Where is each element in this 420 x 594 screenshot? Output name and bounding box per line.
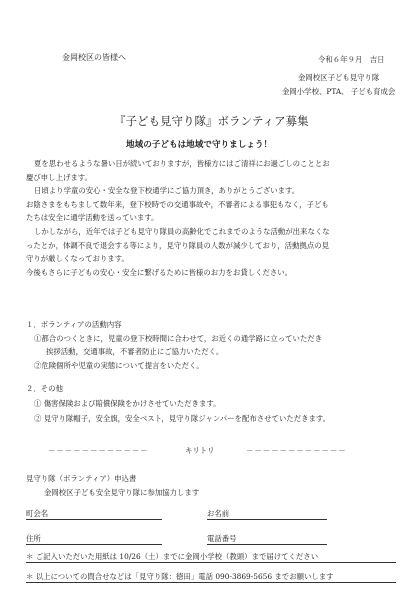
name-label: お名前 [207,509,230,518]
issue-date: 令和６年９月 吉日 [318,55,385,64]
page-title: 『子ども見守り隊』ボランティア募集 [114,114,309,128]
town-label: 町会名 [26,509,49,518]
asterisk-icon: ＊ [26,552,34,561]
section1-item: ②危険個所や児童の実態について提言をいただく。 [34,361,204,370]
addressee: 金岡校区の皆様へ [62,53,126,62]
name-field[interactable] [207,508,327,520]
form-title: 見守り隊（ボランティア）申込書 [26,474,137,483]
section2-item: ① 傷害保険および賠償保険をかけさせていただきます。 [34,399,221,408]
intro-line: お陰さまをもちまして数年来，登下校時での交通事故や，不審者による事犯もなく，子ども [26,199,329,209]
asterisk-icon: ＊ [26,572,34,581]
note-contact [26,571,396,583]
intro-line: 夏を思わせるような暑い日が続いておりますが，皆様方にはご清祥にお過ごしのこととお [34,159,330,168]
section1-heading: １．ボランティアの活動内容 [26,320,122,329]
intro-line: 今後もさらに子どもの安心・安全に繋げるために皆様のお力をお貸しください。 [26,267,293,277]
note-contact-text: 以上についての問合せなどは「見守り隊：徳田」電話 090-3869-5656 までお願いします [35,572,334,581]
note-deadline [26,551,396,563]
intro [26,157,398,279]
form-statement: 金岡校区子ども安全見守り隊に参加協力します [44,488,200,497]
sender-group: 金岡校区子ども見守り隊 [298,73,380,82]
cutline-label: キリトリ [185,446,215,455]
sender-orgs: 金岡小学校、PTA、 子ども育成会 [282,87,396,96]
intro-line: たちは安全に通学活動を送っています。 [26,213,159,223]
cutline-right: －－－－－－－－－－－－ [246,446,347,455]
cutline-left: －－－－－－－－－－－－ [48,446,149,455]
intro-line: 慶び申し上げます。 [26,172,92,182]
section1-item: ①都合のつくときに，児童の登下校時間に合わせて，お近くの通学路に立っていただき [34,334,323,343]
address-field[interactable] [26,533,162,545]
phone-label: 電話番号 [207,534,237,543]
intro-line: 守りが厳しくなっております。 [26,254,129,264]
intro-line: 日頃より学童の安心・安全な登下校通学にご協力頂き，ありがとうございます。 [34,186,300,196]
note-deadline-text: ご記入いただいた用紙は 10/26（土）までに金岡小学校（教頭）まで届けてください [35,552,319,561]
town-field[interactable] [26,508,162,520]
intro-line: ったとか，体調不良で退会する等により，見守り隊員の人数が減少しており，活動拠点の見 [26,240,330,250]
page-subtitle: 地域の子どもは地域で守りましょう！ [126,140,273,150]
address-label: 住所 [26,534,41,543]
phone-field[interactable] [207,533,327,545]
section2-item: ② 見守り隊帽子，安全旗，安全ベスト，見守り隊ジャンパーを配布させていただきます。 [34,414,331,423]
section1-item: 挨拶活動，交通事故，不審者防止にご協力いただく。 [46,347,224,356]
intro-line: しかしながら，近年では子ども見守り隊員の高齢化でこれまでのような活動が出来なくな [34,226,330,236]
section2-heading: ２．その他 [26,384,63,393]
